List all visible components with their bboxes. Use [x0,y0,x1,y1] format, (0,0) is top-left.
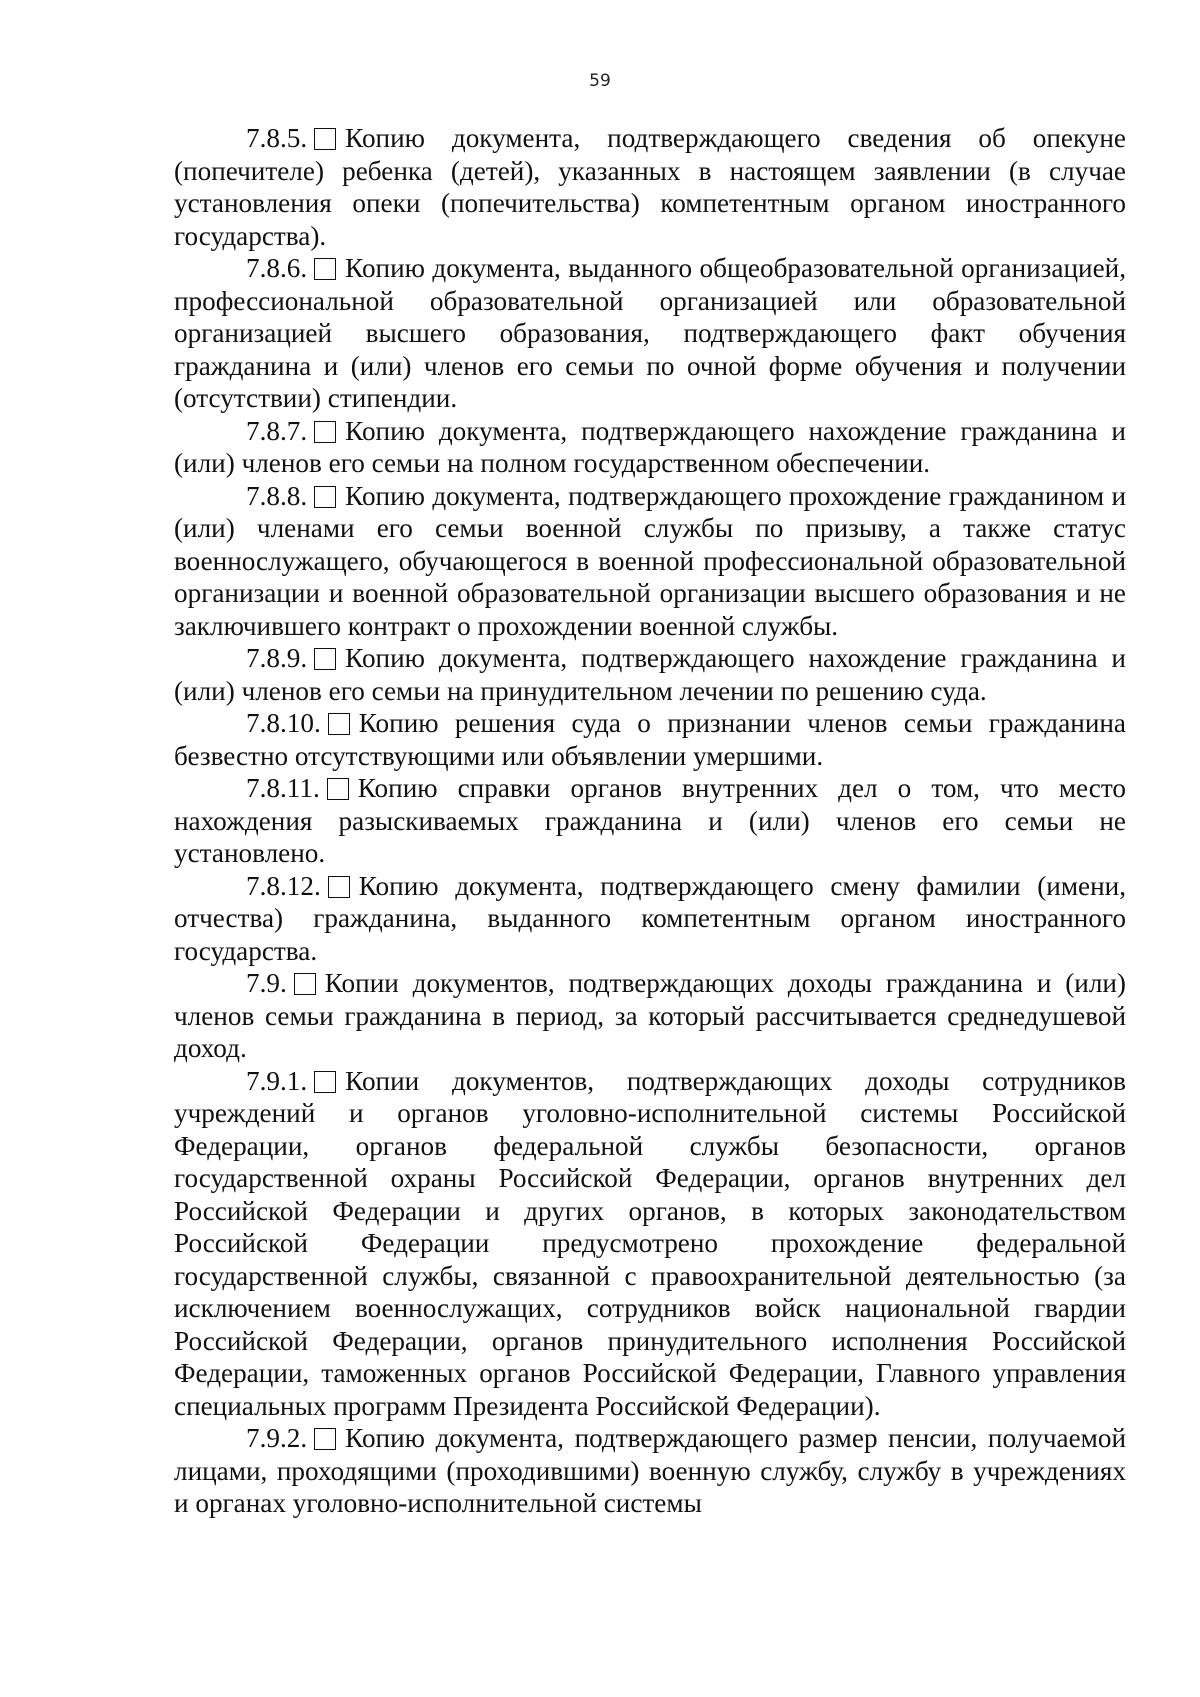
item-number: 7.8.5. [246,123,308,153]
item-text: Копию документа, подтверждающего нахождение гражданина и (или) членов его семьи на полном государственном обеспечении. [174,415,1126,478]
checkbox[interactable] [314,421,336,443]
checkbox[interactable] [294,973,316,995]
list-item-7-8-10 [174,707,1126,772]
document-body [174,122,1126,1520]
item-number: 7.8.10. [246,708,321,738]
list-item-7-8-12 [174,870,1126,968]
item-number: 7.9.2. [246,1423,308,1453]
list-item-7-8-6 [174,252,1126,415]
checkbox[interactable] [314,1428,336,1450]
item-number: 7.8.6. [246,253,308,283]
item-text: Копию документа, подтверждающего нахождение гражданина и (или) членов его семьи на принудительном лечении по решению суда. [174,643,1126,706]
list-item-7-8-5 [174,122,1126,252]
checkbox[interactable] [314,648,336,670]
item-number: 7.8.11. [246,773,320,803]
list-item-7-8-11 [174,772,1126,870]
page-number: 59 [589,71,611,91]
item-text: Копию решения суда о признании членов семьи гражданина безвестно отсутствующими или объявлении умершими. [174,708,1126,771]
list-item-7-9 [174,967,1126,1065]
item-number: 7.8.12. [246,870,321,901]
item-number: 7.8.8. [246,480,308,511]
list-item-7-9-1 [174,1065,1126,1423]
item-text: Копию документа, подтверждающего прохождение гражданином и (или) членами его семьи военной службы по призыву, а также статус военнослужащего, обучающегося в военной профессиональной образовательной организации и военной образовательной организации высшего образования и не заключившего контракт о прохождении военной службы. [174,480,1126,641]
checkbox[interactable] [314,128,336,150]
list-item-7-8-7 [174,415,1126,480]
checkbox[interactable] [328,713,350,735]
item-text: Копию справки органов внутренних дел о том, что место нахождения разыскиваемых гражданина и (или) членов его семьи не установлено. [174,773,1126,868]
item-text: Копию документа, подтверждающего сведения об опекуне (попечителе) ребенка (детей), указанных в настоящем заявлении (в случае установления опеки (попечительства) компетентным органом иностранного государства). [174,123,1126,251]
item-text: Копию документа, подтверждающего смену фамилии (имени, отчества) гражданина, выданного компетентным органом иностранного государства. [174,870,1126,966]
item-text: Копии документов, подтверждающих доходы сотрудников учреждений и органов уголовно-исполнительной системы Российской Федерации, органов федеральной службы безопасности, органов государственной охраны Российской Федерации, органов внутренних дел Российской Федерации и других органов, в которых законодательством Российской Федерации предусмотрено прохождение федеральной государственной службы, связанной с правоохранительной деятельностью (за исключением военнослужащих, сотрудников войск национальной гвардии Российской Федерации, органов принудительного исполнения Российской Федерации, таможенных органов Российской Федерации, Главного управления специальных программ Президента Российской Федерации). [174,1065,1126,1421]
item-number: 7.9. [246,968,287,998]
item-number: 7.9.1. [246,1065,308,1096]
checkbox[interactable] [314,1071,336,1093]
item-text: Копию документа, выданного общеобразовательной организацией, профессиональной образовательной организацией или образовательной организацией высшего образования, подтверждающего факт обучения гражданина и (или) членов его семьи по очной форме обучения и получении (отсутствии) стипендии. [174,253,1126,413]
checkbox[interactable] [314,486,336,508]
list-item-7-9-2 [174,1422,1126,1520]
item-text: Копию документа, подтверждающего размер пенсии, получаемой лицами, проходящими (проходившими) военную службу, службу в учреждениях и органах уголовно-исполнительной системы [174,1423,1126,1518]
checkbox[interactable] [328,876,350,898]
item-number: 7.8.7. [246,415,308,446]
item-number: 7.8.9. [246,643,308,673]
checkbox[interactable] [314,258,336,280]
list-item-7-8-9 [174,642,1126,707]
checkbox[interactable] [327,778,349,800]
item-text: Копии документов, подтверждающих доходы гражданина и (или) членов семьи гражданина в период, за который рассчитывается среднедушевой доход. [174,968,1126,1063]
list-item-7-8-8 [174,480,1126,643]
